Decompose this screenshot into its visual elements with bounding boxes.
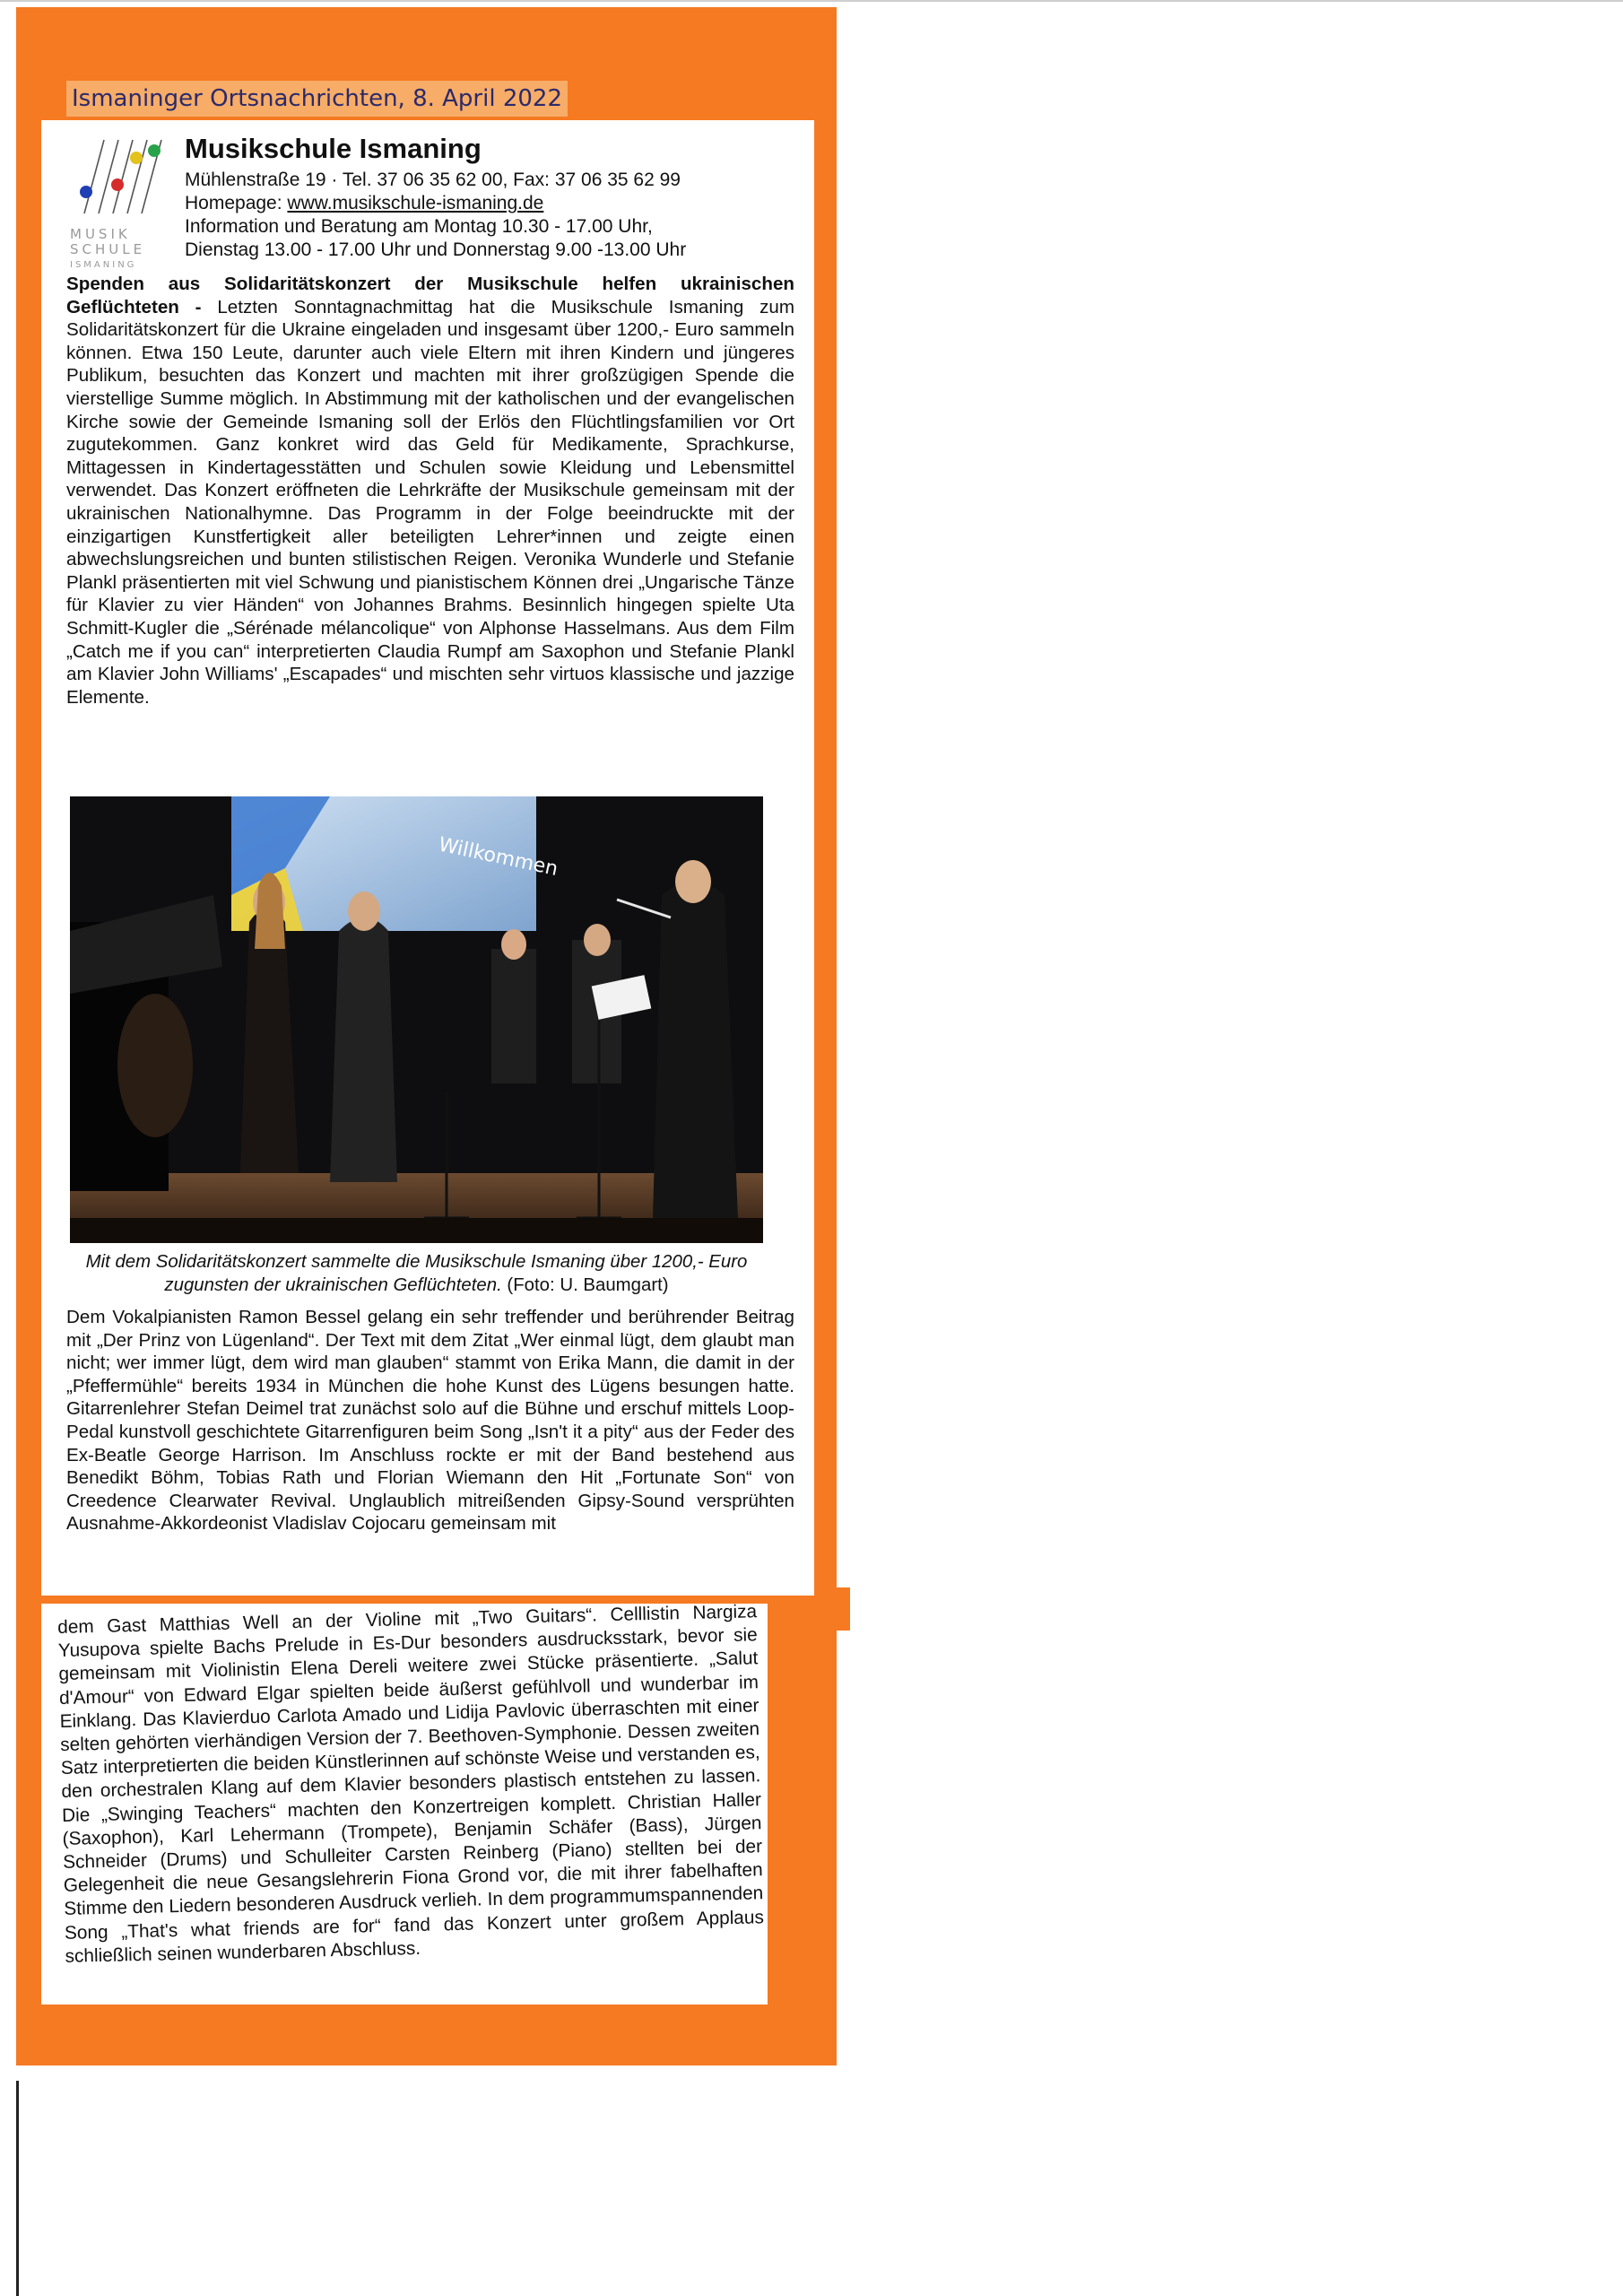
photo-caption	[70, 1250, 763, 1297]
newspaper-dateline: Ismaninger Ortsnachrichten, 8. April 2022	[66, 81, 568, 117]
photo-caption-text: Mit dem Solidaritätskonzert sammelte die Musikschule Ismaning über 1200,- Euro zugunsten der ukrainischen Geflüchteten.	[85, 1252, 748, 1295]
article-headline: Spenden aus Solidaritätskonzert der Musikschule helfen ukrainischen Geflüchteten -	[66, 274, 794, 317]
logo-text-schule: SCHULE	[70, 241, 146, 257]
article-paragraph-3: dem Gast Matthias Well an der Violine mit „Two Guitars“. Celllistin Nargiza Yusupova spielte Bachs Prelude in Es-Dur besonders ausdrucksstark, bevor sie gemeinsam mit Violinistin Elena Dereli weitere zwei Stücke präsentierte. „Salut d'Amour“ von Edward Elgar spielten beide äußerst gefühlvoll und wunderbar im Einklang. Das Klavierduo Carlota Amado und Lidija Pavlovic überraschten mit einer selten gehörten vierhändigen Version der 7. Beethoven-Symphonie. Dessen zweiten Satz interpretierten die beiden Künstlerinnen auf schönste Weise und verstanden es, den orchestralen Klang auf dem Klavier besonders plastisch entstehen zu lassen. Die „Swinging Teachers“ machten den Konzertreigen komplett. Christian Haller (Saxophon), Karl Lehermann (Trompete), Benjamin Schäfer (Bass), Jürgen Schneider (Drums) und Schulleiter Carsten Reinberg (Piano) stellten bei der Gelegenheit die neue Gesangslehrerin Fiona Grond vor, die mit ihrer fabelhaften Stimme den Liedern besonderen Ausdruck verlieh. In dem programmumspannenden Song „That's what friends are for“ fand das Konzert unter großem Applaus schließlich seinen wunderbaren Abschluss.	[57, 1601, 765, 1967]
logo-text-musik: MUSIK	[70, 226, 131, 242]
article-paragraph-1	[66, 273, 794, 709]
opening-hours-line-2: Dienstag 13.00 - 17.00 Uhr und Donnerstag 9.00 -13.00 Uhr	[185, 239, 687, 260]
school-contact-block	[185, 169, 803, 262]
article-clipping-part-1	[41, 120, 814, 1596]
scan-top-edge	[0, 0, 1623, 2]
school-name: Musikschule Ismaning	[185, 133, 482, 164]
homepage-label: Homepage:	[185, 193, 282, 213]
photo-credit: (Foto: U. Baumgart)	[507, 1275, 669, 1295]
logo-text-ismaning: ISMANING	[70, 260, 137, 270]
violinist-2	[330, 918, 397, 1182]
music-staff-logo-icon	[68, 133, 167, 222]
scan-left-edge	[16, 2081, 19, 2296]
cellist	[491, 949, 536, 1083]
conductor	[653, 882, 738, 1218]
article-paragraph-1-text: Letzten Sonntagnachmittag hat die Musikschule Ismaning zum Solidaritätskonzert für die Ukraine eingeladen und insgesamt über 1200,- Euro sammeln können. Etwa 150 Leute, darunter auch viele Eltern mit ihren Kindern und jüngeres Publikum, besuchten das Konzert und machten mit ihrer großzügigen Spende die vierstellige Summe möglich. In Abstimmung mit der katholischen und der evangelischen Kirche sowie der Gemeinde Ismaning soll der Erlös den Flüchtlingsfamilien vor Ort zugutekommen. Ganz konkret wird das Geld für Medikamente, Sprachkurse, Mittagessen in Kindertagesstätten und Schulen sowie Kleidung und Lebensmittel verwendet. Das Konzert eröffneten die Lehrkräfte der Musikschule gemeinsam mit der ukrainischen Nationalhymne. Das Programm in der Folge beeindruckte mit der einzigartigen Kunstfertigkeit aller beteiligten Lehrer*innen und zeigte einen abwechslungsreichen und bunten stilistischen Reigen. Veronika Wunderle und Stefanie Plankl präsentierten mit viel Schwung und pianistischem Können drei „Ungarische Tänze für Klavier zu vier Händen“ von Johannes Brahms. Besinnlich hingegen spielte Uta Schmitt-Kugler die „Sérénade mélancolique“ von Alphonse Hasselmans. Aus dem Film „Catch me if you can“ interpretierten Claudia Rumpf am Saxophon und Stefanie Plankl am Klavier John Williams' „Escapades“ und mischten sehr virtuos klassische und jazzige Elemente.	[66, 296, 794, 708]
concert-photo	[70, 796, 763, 1243]
address-line: Mühlenstraße 19 · Tel. 37 06 35 62 00, Fax: 37 06 35 62 99	[185, 170, 681, 190]
opening-hours-line-1: Information und Beratung am Montag 10.30 - 17.00 Uhr,	[185, 216, 653, 237]
orange-clipping-tab	[825, 1587, 850, 1631]
concert-stage-illustration	[70, 796, 763, 1243]
homepage-link[interactable]: www.musikschule-ismaning.de	[287, 193, 544, 213]
music-school-logo	[68, 133, 176, 270]
photo-banner-text: Willkommen	[436, 833, 560, 882]
article-paragraph-2: Dem Vokalpianisten Ramon Bessel gelang ein sehr treffender und berührender Beitrag mit „Der Prinz von Lügenland“. Der Text mit dem Zitat „Wer einmal lügt, dem glaubt man nicht; wer immer lügt, dem wird man glauben“ stammt von Erika Mann, die damit in der „Pfeffermühle“ bereits 1934 in München die hohe Kunst des Lügens besungen hatte. Gitarrenlehrer Stefan Deimel trat zunächst solo auf die Bühne und erschuf mittels Loop-Pedal kunstvoll geschichtete Gitarrenfiguren beim Song „Isn't it a pity“ aus der Feder des Ex-Beatle George Harrison. Im Anschluss rockte er mit der Band bestehend aus Benedikt Böhm, Tobias Rath und Florian Wiemann den Hit „Fortunate Son“ von Creedence Clearwater Revival. Unglaublich mitreißenden Gipsy-Sound versprühten Ausnahme-Akkordeonist Vladislav Cojocaru gemeinsam mit	[66, 1307, 794, 1535]
article-clipping-part-2	[41, 1601, 768, 2005]
homepage-line	[185, 192, 803, 215]
